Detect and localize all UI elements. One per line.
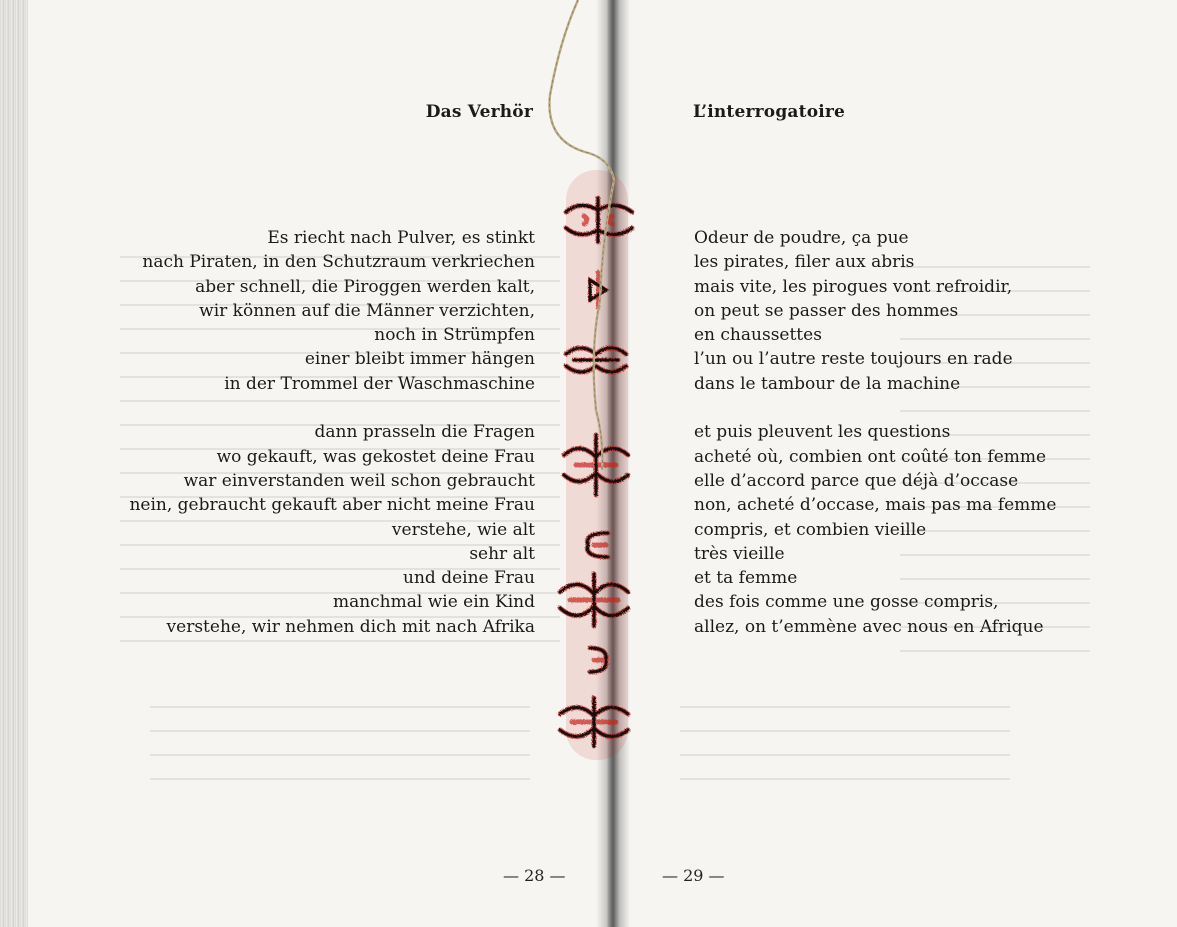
- poem-line: on peut se passer des hommes: [694, 300, 959, 321]
- binding-thread: [530, 0, 650, 800]
- poem-line: sehr alt: [469, 543, 535, 564]
- poem-line: manchmal wie ein Kind: [332, 592, 535, 613]
- poem-line: in der Trommel der Waschmaschine: [224, 373, 535, 394]
- poem-line: und deine Frau: [403, 568, 535, 589]
- poem-line: non, acheté d’occase, mais pas ma femme: [694, 495, 1057, 516]
- show-through-block: [680, 690, 1010, 800]
- poem-line: Odeur de poudre, ça pue: [694, 228, 909, 248]
- poem-german: [129, 226, 535, 639]
- poem-line: mais vite, les pirogues vont refroidir,: [694, 276, 1013, 297]
- poem-line: Es riecht nach Pulver, es stinkt: [267, 228, 535, 248]
- poem-line: acheté où, combien ont coûté ton femme: [694, 446, 1047, 467]
- stanza-break: [129, 396, 535, 420]
- poem-line: et ta femme: [694, 568, 798, 589]
- poem-line: verstehe, wie alt: [391, 519, 535, 540]
- poem-line: des fois comme une gosse compris,: [694, 592, 999, 613]
- poem-line: allez, on t’emmène avec nous en Afrique: [694, 616, 1044, 637]
- poem-title-german: Das Verhör: [425, 102, 533, 122]
- poem-line: wo gekauft, was gekostet deine Frau: [216, 446, 535, 467]
- poem-line: en chaussettes: [694, 325, 822, 346]
- poem-line: l’un ou l’autre reste toujours en rade: [694, 349, 1013, 370]
- stanza-break: [694, 396, 1056, 420]
- poem-line: dans le tambour de la machine: [694, 373, 961, 394]
- poem-line: très vieille: [694, 543, 785, 564]
- page-edges: [0, 0, 28, 927]
- poem-line: elle d’accord parce que déjà d’occase: [694, 470, 1019, 491]
- poem-line: war einverstanden weil schon gebraucht: [183, 470, 535, 491]
- poem-line: les pirates, filer aux abris: [694, 252, 915, 273]
- page-number-right: — 29 —: [662, 866, 725, 885]
- poem-line: einer bleibt immer hängen: [304, 349, 535, 370]
- poem-line: noch in Strümpfen: [374, 325, 535, 346]
- poem-line: wir können auf die Männer verzichten,: [199, 300, 535, 321]
- poem-title-french: L’interrogatoire: [693, 102, 846, 122]
- poem-line: et puis pleuvent les questions: [694, 422, 951, 443]
- poem-line: nein, gebraucht gekauft aber nicht meine Frau: [129, 495, 535, 516]
- poem-line: aber schnell, die Piroggen werden kalt,: [195, 276, 535, 297]
- show-through-block: [150, 690, 530, 790]
- poem-line: compris, et combien vieille: [694, 519, 927, 540]
- poem-line: nach Piraten, in den Schutzraum verkriechen: [142, 252, 535, 273]
- poem-french: [694, 226, 1056, 639]
- poem-line: dann prasseln die Fragen: [314, 422, 535, 443]
- poem-line: verstehe, wir nehmen dich mit nach Afrika: [166, 616, 535, 637]
- page-number-left: — 28 —: [503, 866, 566, 885]
